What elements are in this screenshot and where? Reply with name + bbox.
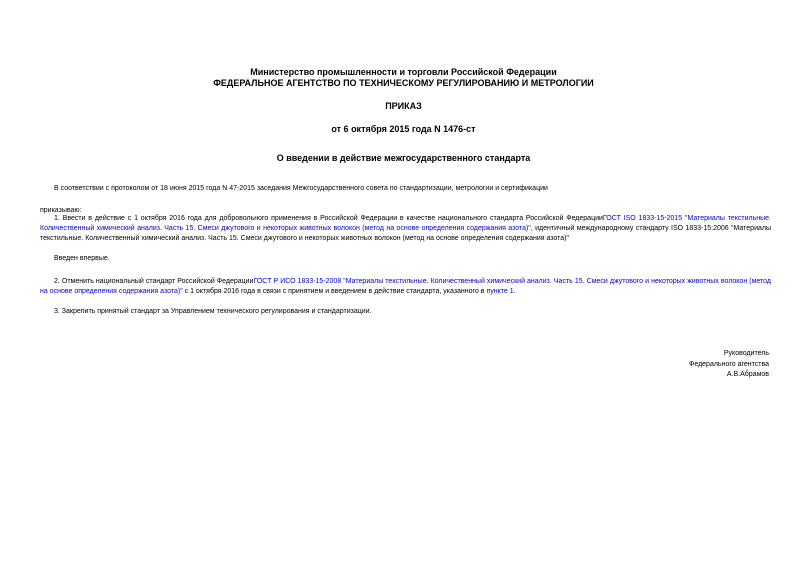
item-2-text: 2. Отменить национальный стандарт Российской Федерации <box>54 278 254 285</box>
document-type: ПРИКАЗ <box>385 101 422 111</box>
intro-paragraph: В соответствии с протоколом от 18 июня 2015 года N 47-2015 заседания Межгосударственного совета по стандартизации, метрологии и сертификации <box>54 185 548 192</box>
orders-label: приказываю: <box>40 207 82 214</box>
gost-r-iso-1833-15-2008-link[interactable]: ГОСТ Р ИСО 1833-15-2008 "Материалы текстильные. Количественный химический анализ. Часть 15. Смеси джутового и некоторых животных волокон (метод на основе определения содержания азота)" <box>40 278 772 295</box>
item-2-text-end: . <box>513 288 516 295</box>
clause-1-link[interactable]: пункте 1 <box>486 288 514 295</box>
signature-title: Руководитель <box>723 350 769 357</box>
ministry-heading: Министерство промышленности и торговли Российской Федерации <box>250 67 557 77</box>
item-2-text-continued: с 1 октября 2016 года в связи с принятием и введением в действие стандарта, указанного в <box>182 288 487 295</box>
item-3-paragraph: 3. Закрепить принятый стандарт за Управлением технического регулирования и стандартизации. <box>54 308 372 315</box>
document-date: от 6 октября 2015 года N 1476-ст <box>331 124 476 134</box>
item-1-paragraph <box>40 214 771 244</box>
document-subject: О введении в действие межгосударственного стандарта <box>276 153 531 163</box>
signature-block <box>689 349 769 381</box>
item-2-paragraph <box>40 277 771 297</box>
signature-agency: Федерального агентства <box>689 360 769 368</box>
gost-iso-1833-15-2015-link[interactable]: ГОСТ ISO 1833-15-2015 "Материалы текстильные. Количественный химический анализ. Часть 15. Смеси джутового и некоторых животных волокон (метод на основе определения содержания азота)" <box>40 215 771 232</box>
introduced-first-note: Введен впервые. <box>54 255 110 262</box>
item-1-text-continued: , идентичный международному стандарту ISO 1833-15:2006 "Материалы текстильные. Количественный химический анализ. Часть 15. Смеси джутового и некоторых животных волокон (метод на основе определения содержания азота)" <box>40 225 771 242</box>
item-1-text: 1. Ввести в действие с 1 октября 2016 года для добровольного применения в Российской Федерации в качестве национального стандарта Российской Федерации <box>54 215 603 222</box>
signature-name: А.В.Абрамов <box>726 371 769 378</box>
agency-heading: ФЕДЕРАЛЬНОЕ АГЕНТСТВО ПО ТЕХНИЧЕСКОМУ РЕГУЛИРОВАНИЮ И МЕТРОЛОГИИ <box>213 78 594 88</box>
